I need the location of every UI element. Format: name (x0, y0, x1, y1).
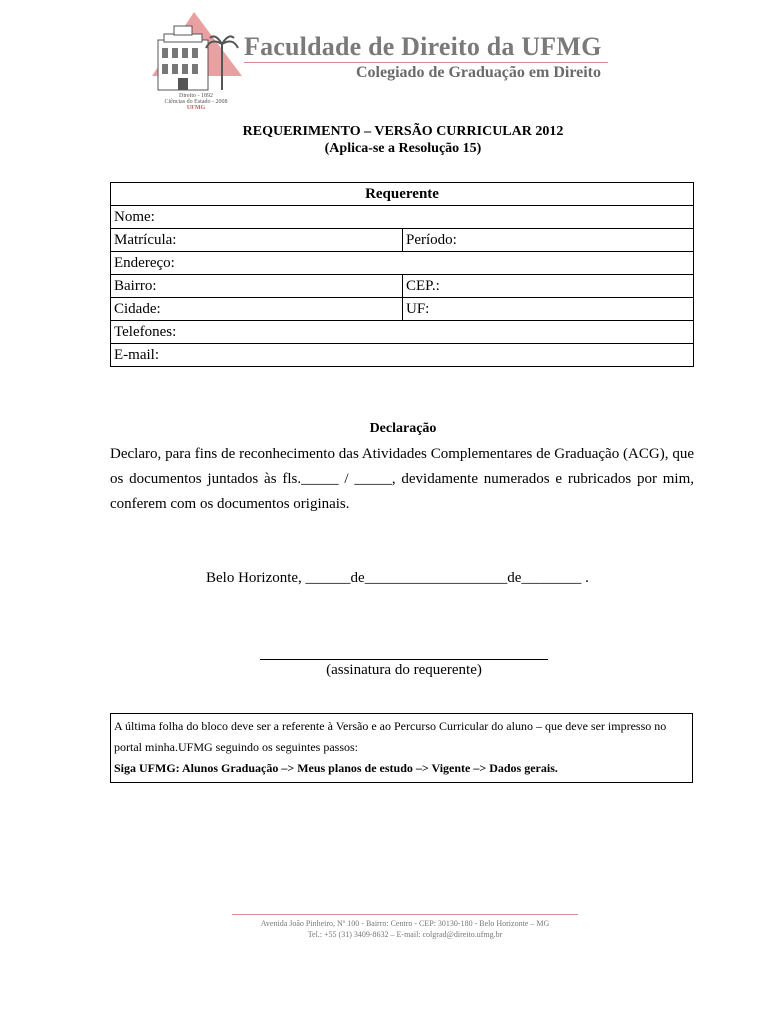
date-line: Belo Horizonte, ______de___________________de________ . (206, 570, 589, 586)
declaration-body: Declaro, para fins de reconhecimento das Atividades Complementares de Graduação (ACG), que os documentos juntados às fls._____ / _____, devidamente numerados e rubricados por mim, conferem com os documentos originais. (110, 446, 694, 512)
form-title: REQUERIMENTO – VERSÃO CURRICULAR 2012 (242, 124, 564, 139)
instructions-text: A última folha do bloco deve ser a referente à Versão e ao Percurso Curricular do aluno – que deve ser impresso no portal minha.UFMG seguindo os seguintes passos: (114, 719, 667, 754)
instructions-steps: Siga UFMG: Alunos Graduação –> Meus planos de estudo –> Vigente –> Dados gerais. (114, 761, 558, 775)
logo-caption-state: Ciências do Estado - 2008 (164, 99, 228, 105)
registration-field[interactable]: Matrícula: (111, 229, 403, 252)
institution-name: Faculdade de Direito da UFMG (244, 32, 602, 61)
signature-line (260, 659, 548, 660)
faculty-logo (150, 10, 242, 110)
header-divider (244, 62, 608, 63)
signature-label: (assinatura do requerente) (326, 662, 482, 678)
email-field[interactable]: E-mail: (111, 344, 694, 367)
period-field[interactable]: Período: (403, 229, 694, 252)
instructions-box (110, 713, 693, 783)
phones-field[interactable]: Telefones: (111, 321, 694, 344)
footer-address: Avenida João Pinheiro, Nº 100 - Bairro: Centro - CEP: 30130-180 - Belo Horizonte – MG (260, 919, 550, 928)
applicant-heading: Requerente (111, 183, 694, 206)
name-field[interactable]: Nome: (111, 206, 694, 229)
form-subtitle: (Aplica-se a Resolução 15) (324, 141, 482, 156)
declaration-heading: Declaração (369, 421, 437, 436)
applicant-table (110, 182, 694, 367)
city-field[interactable]: Cidade: (111, 298, 403, 321)
logo-brand: UFMG (186, 105, 206, 111)
address-field[interactable]: Endereço: (111, 252, 694, 275)
zip-field[interactable]: CEP.: (403, 275, 694, 298)
footer-contact: Tel.: +55 (31) 3409-8632 – E-mail: colgrad@direito.ufmg.br (307, 930, 503, 939)
neighborhood-field[interactable]: Bairro: (111, 275, 403, 298)
state-field[interactable]: UF: (403, 298, 694, 321)
logo-caption-law: Direito - 1892 (179, 93, 213, 99)
footer-divider (232, 914, 578, 915)
department-name: Colegiado de Graduação em Direito (356, 64, 602, 81)
